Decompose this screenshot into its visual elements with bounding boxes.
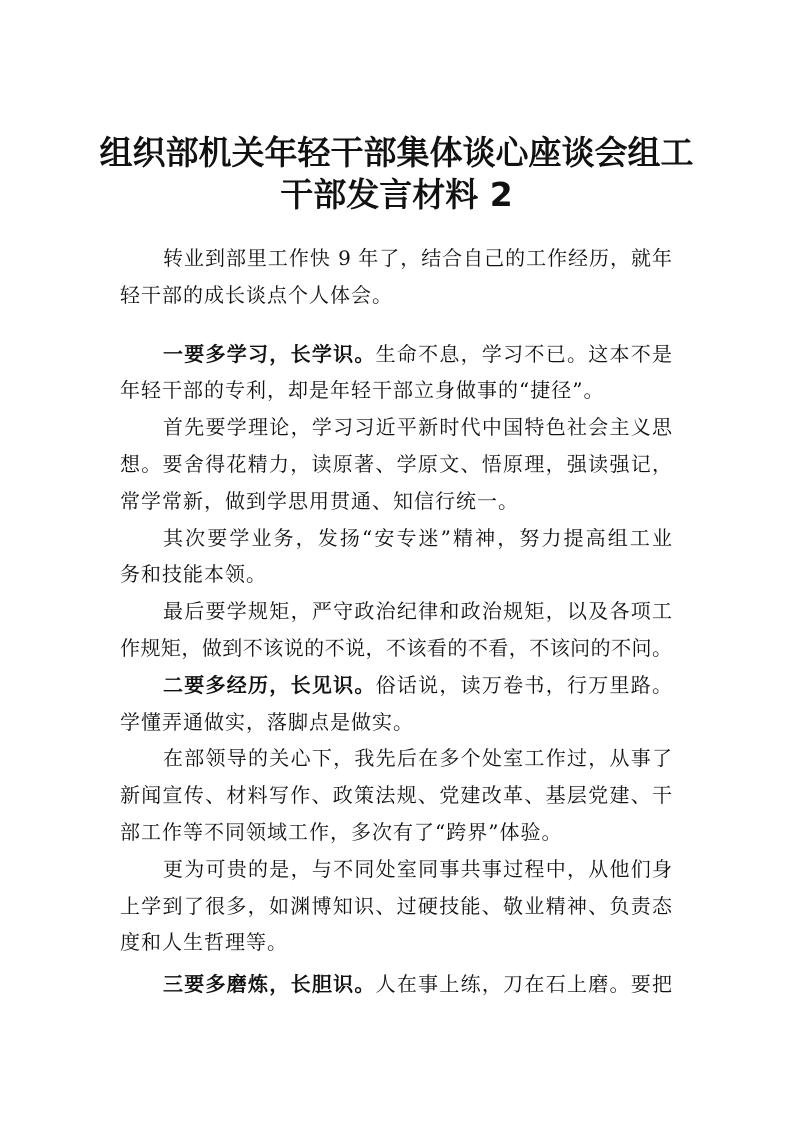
line-text: 年轻干部的专利，却是年轻干部立身做事的“捷径”。 [120, 378, 605, 403]
line-text: 新闻宣传、材料写作、政策法规、党建改革、基层党建、干 [120, 783, 672, 808]
paragraph [120, 336, 672, 410]
paragraph [120, 520, 672, 594]
line-text: 想。要舍得花精力，读原著、学原文、悟原理，强读强记， [120, 451, 672, 476]
text-line [120, 409, 672, 446]
line-text: 转业到部里工作快 9 年了，结合自己的工作经历，就年 [163, 246, 672, 270]
text-line [120, 372, 672, 409]
text-line [120, 520, 672, 557]
bold-heading: 二要多经历，长见识。 [163, 672, 376, 697]
line-text: 在部领导的关心下，我先后在多个处室工作过，从事了 [163, 746, 672, 771]
line-text: 更为可贵的是，与不同处室同事共事过程中，从他们身 [163, 856, 672, 881]
text-line [120, 740, 672, 777]
line-text: 部工作等不同领域工作，多次有了“跨界”体验。 [120, 819, 563, 844]
line-text: 人在事上练，刀在石上磨。要把 [375, 972, 673, 997]
text-line [120, 446, 672, 483]
text-line [120, 483, 672, 520]
text-line [120, 888, 672, 925]
document-title [0, 132, 793, 216]
text-line [120, 277, 672, 314]
document-body [120, 240, 672, 1003]
title-line-2: 干部发言材料 2 [280, 175, 513, 214]
text-line [120, 777, 672, 814]
line-text: 上学到了很多，如渊博知识、过硬技能、敬业精神、负责态 [120, 893, 672, 918]
bold-heading: 一要多学习，长学识。 [163, 341, 376, 366]
text-line [120, 704, 672, 741]
paragraph [120, 593, 672, 667]
line-text: 首先要学理论，学习习近平新时代中国特色社会主义思 [163, 415, 672, 440]
text-line [120, 814, 672, 851]
paragraph [120, 740, 672, 850]
paragraph [120, 240, 672, 314]
text-line [120, 556, 672, 593]
title-line-1: 组织部机关年轻干部集体谈心座谈会组工 [99, 133, 694, 172]
text-line [120, 851, 672, 888]
line-text: 度和人生哲理等。 [120, 930, 288, 955]
bold-heading: 三要多磨炼，长胆识。 [163, 972, 376, 997]
line-text: 学懂弄通做实，落脚点是做实。 [120, 709, 414, 734]
text-line [120, 593, 672, 630]
text-line [120, 924, 672, 961]
line-text: 务和技能本领。 [120, 562, 267, 587]
text-line [120, 630, 672, 667]
paragraph [120, 409, 672, 519]
line-text: 俗话说，读万卷书，行万里路。 [375, 672, 673, 697]
paragraph [120, 851, 672, 961]
paragraph [120, 667, 672, 741]
line-text: 生命不息，学习不已。这本不是 [375, 341, 673, 366]
text-line [120, 667, 672, 704]
paragraph [120, 966, 672, 1003]
line-text: 常学常新，做到学思用贯通、知信行统一。 [120, 488, 519, 513]
text-line [120, 966, 672, 1003]
text-line [120, 240, 672, 277]
text-line [120, 336, 672, 373]
line-text: 轻干部的成长谈点个人体会。 [120, 282, 393, 307]
line-text: 其次要学业务，发扬“安专迷”精神，努力提高组工业 [163, 525, 672, 550]
line-text: 作规矩，做到不该说的不说，不该看的不看，不该问的不问。 [120, 635, 672, 660]
line-text: 最后要学规矩，严守政治纪律和政治规矩，以及各项工 [163, 599, 672, 624]
